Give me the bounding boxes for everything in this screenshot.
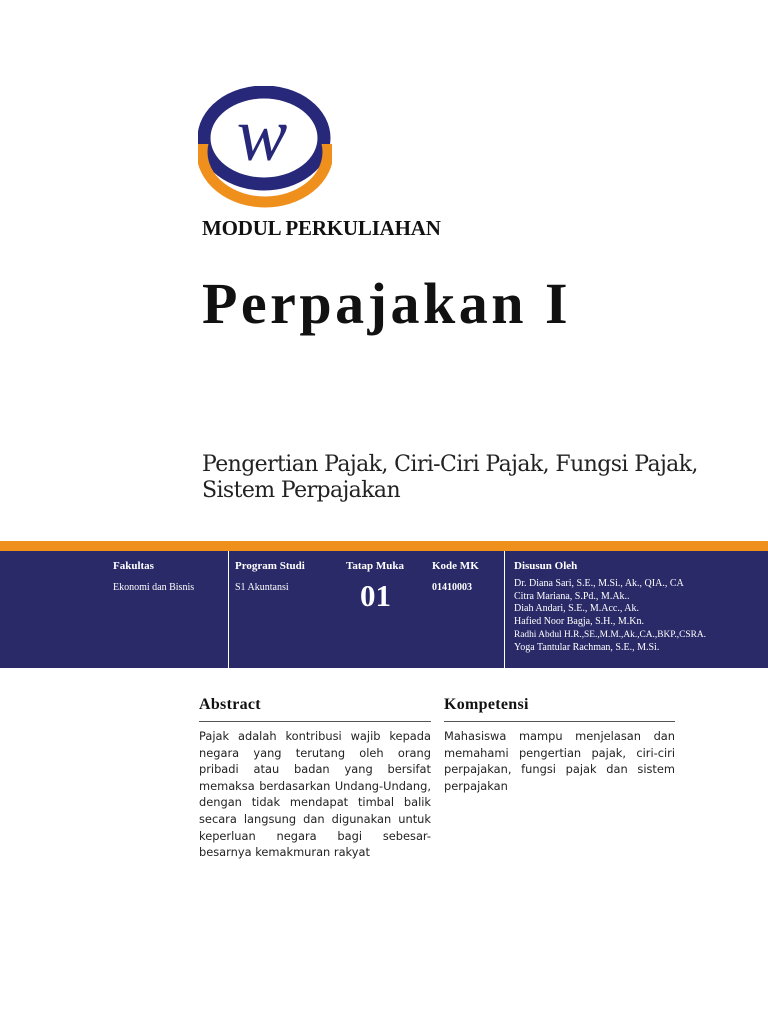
- author-name: Radhi Abdul H.R.,SE.,M.M.,Ak.,CA.,BKP.,CSRA.: [514, 629, 706, 640]
- competency-text: Mahasiswa mampu menjelasan dan memahami pengertian pajak, ciri-ciri perpajakan, fungsi pajak dan sistem perpajakan: [444, 729, 675, 793]
- course-info-band: [0, 551, 768, 668]
- author-name: Diah Andari, S.E., M.Acc., Ak.: [514, 603, 639, 615]
- orange-accent-bar: [0, 541, 768, 551]
- authors-label: Disusun Oleh: [514, 560, 578, 572]
- course-code-column: [432, 551, 504, 668]
- author-name: Hafied Noor Bagja, S.H., M.Kn.: [514, 616, 644, 628]
- study-program-label: Program Studi: [235, 560, 305, 572]
- faculty-label: Fakultas: [113, 560, 154, 572]
- abstract-text: Pajak adalah kontribusi wajib kepada negara yang terutang oleh orang pribadi atau badan yang bersifat memaksa berdasarkan Undang-Undang, dengan tidak mendapat timbal balik secara langsung dan digunakan untuk keperluan negara bagi sebesar-besarnya kemakmuran rakyat: [199, 729, 431, 860]
- study-program-column: [228, 551, 338, 668]
- abstract-heading: Abstract: [199, 696, 261, 713]
- competency-heading: Kompetensi: [444, 696, 529, 713]
- faculty-column: [113, 551, 228, 668]
- faculty-value: Ekonomi dan Bisnis: [113, 582, 195, 593]
- competency-divider: [444, 721, 675, 722]
- svg-text:w: w: [236, 93, 288, 177]
- session-number: 01: [360, 578, 391, 613]
- course-code-label: Kode MK: [432, 560, 479, 572]
- module-label: MODUL PERKULIAHAN: [202, 216, 441, 240]
- session-column: [346, 551, 432, 668]
- author-name: Dr. Diana Sari, S.E., M.Si., Ak., QIA., CA: [514, 578, 684, 589]
- university-logo: [198, 86, 332, 208]
- author-name: Yoga Tantular Rachman, S.E., M.Si.: [514, 641, 660, 653]
- authors-column: [504, 551, 768, 668]
- course-code-value: 01410003: [432, 582, 472, 593]
- course-title: Perpajakan I: [202, 271, 572, 336]
- author-list: [514, 578, 768, 654]
- abstract-divider: [199, 721, 431, 722]
- study-program-value: S1 Akuntansi: [235, 582, 289, 593]
- module-subtitle: Pengertian Pajak, Ciri-Ciri Pajak, Fungsi Pajak, Sistem Perpajakan: [202, 452, 698, 503]
- session-label: Tatap Muka: [346, 560, 404, 572]
- author-name: Citra Mariana, S.Pd., M.Ak..: [514, 590, 630, 602]
